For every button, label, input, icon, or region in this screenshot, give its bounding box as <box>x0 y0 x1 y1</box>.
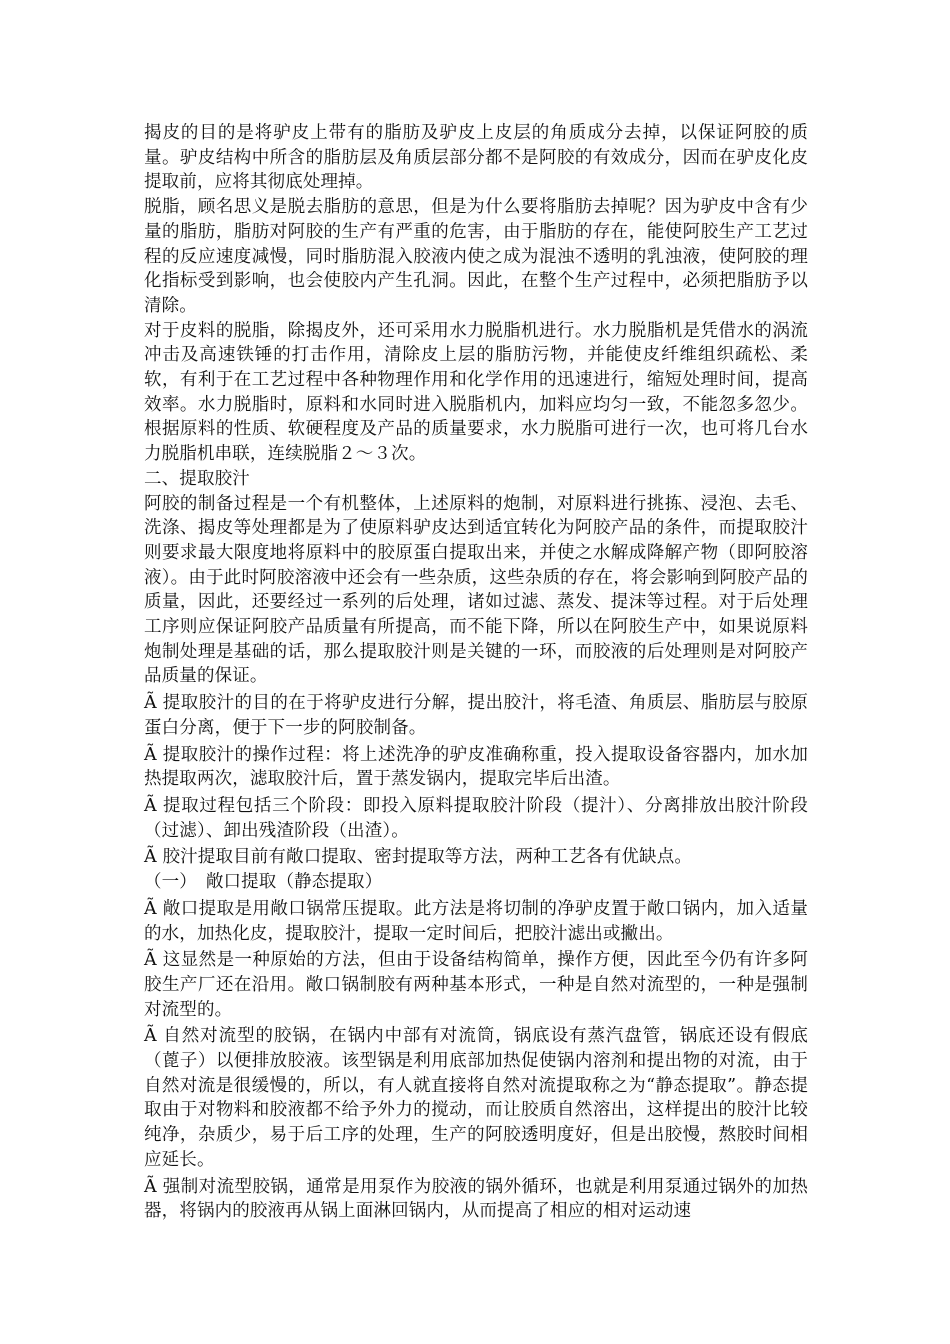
bullet-open-pot-extraction: Ã 敞口提取是用敞口锅常压提取。此方法是将切制的净驴皮置于敞口锅内，加入适量的水，加热化皮，提取胶汁，提取一定时间后，把胶汁滤出或撇出。 <box>144 898 808 944</box>
bullet-extraction-procedure: Ã 提取胶汁的操作过程：将上述洗净的驴皮准确称重，投入提取设备容器内，加水加热提取两次，滤取胶汁后，置于蒸发锅内，提取完毕后出渣。 <box>144 744 808 790</box>
bullet-forced-convection: Ã 强制对流型胶锅，通常是用泵作为胶液的锅外循环，也就是利用泵通过锅外的加热器，将锅内的胶液再从锅上面淋回锅内，从而提高了相应的相对运动速 <box>144 1176 808 1222</box>
document-body <box>144 121 808 1224</box>
bullet-extraction-stages: Ã 提取过程包括三个阶段：即投入原料提取胶汁阶段（提汁）、分离排放出胶汁阶段（过滤）、卸出残渣阶段（出渣）。 <box>144 795 808 841</box>
bullet-extraction-methods: Ã 胶汁提取目前有敞口提取、密封提取等方法，两种工艺各有优缺点。 <box>144 847 692 868</box>
paragraph-dehairing-purpose: 揭皮的目的是将驴皮上带有的脂肪及驴皮上皮层的角质成分去掉，以保证阿胶的质量。驴皮结构中所含的脂肪层及角质层部分都不是阿胶的有效成分，因而在驴皮化皮提取前，应将其彻底处理掉。 <box>144 123 808 193</box>
bullet-natural-convection: Ã 自然对流型的胶锅，在锅内中部有对流筒，锅底设有蒸汽盘管，锅底还设有假底（蓖子）以便排放胶液。该型锅是利用底部加热促使锅内溶剂和提出物的对流，由于自然对流是很缓慢的，所以，有人就直接将自然对流提取称之为“静态提取”。静态提取由于对物料和胶液都不给予外力的搅动，而让胶质自然溶出，这样提出的胶汁比较纯净，杂质少，易于后工序的处理，生产的阿胶透明度好，但是出胶慢，熬胶时间相应延长。 <box>144 1026 808 1170</box>
paragraph-hydraulic-degreaser: 对于皮料的脱脂，除揭皮外，还可采用水力脱脂机进行。水力脱脂机是凭借水的涡流冲击及高速铁锤的打击作用，清除皮上层的脂肪污物，并能使皮纤维组织疏松、柔软，有利于在工艺过程中各种物理作用和化学作用的迅速进行，缩短处理时间，提高效率。水力脱脂时，原料和水同时进入脱脂机内，加料应均匀一致，不能忽多忽少。根据原料的性质、软硬程度及产品的质量要求，水力脱脂可进行一次，也可将几台水力脱脂机串联，连续脱脂２～３次。 <box>144 320 808 465</box>
paragraph-preparation-process: 阿胶的制备过程是一个有机整体，上述原料的炮制，对原料进行挑拣、浸泡、去毛、洗涤、揭皮等处理都是为了使原料驴皮达到适宜转化为阿胶产品的条件，而提取胶汁则要求最大限度地将原料中的胶原蛋白提取出来，并使之水解成降解产物（即阿胶溶液）。由于此时阿胶溶液中还会有一些杂质，这些杂质的存在，将会影响到阿胶产品的质量，因此，还要经过一系列的后处理，诸如过滤、蒸发、提沫等过程。对于后处理工序则应保证阿胶产品质量有所提高，而不能下降，所以在阿胶生产中，如果说原料炮制处理是基础的话，那么提取胶汁则是关键的一环，而胶液的后处理则是对阿胶产品质量的保证。 <box>144 493 808 687</box>
subsection-heading-open-extraction: （一） 敞口提取（静态提取） <box>144 872 383 893</box>
section-heading-extract-glue: 二、提取胶汁 <box>144 468 250 489</box>
bullet-extraction-purpose: Ã 提取胶汁的目的在于将驴皮进行分解，提出胶汁，将毛渣、角质层、脂肪层与胶原蛋白分离，便于下一步的阿胶制备。 <box>144 693 808 738</box>
bullet-primitive-method: Ã 这显然是一种原始的方法，但由于设备结构简单，操作方便，因此至今仍有许多阿胶生产厂还在沿用。敞口锅制胶有两种基本形式，一种是自然对流型的，一种是强制对流型的。 <box>144 950 808 1020</box>
paragraph-degreasing: 脱脂，顾名思义是脱去脂肪的意思，但是为什么要将脂肪去掉呢？因为驴皮中含有少量的脂肪，脂肪对阿胶的生产有严重的危害，由于脂肪的存在，能使阿胶生产工艺过程的反应速度减慢，同时脂肪混入胶液内使之成为混浊不透明的乳浊液，使阿胶的理化指标受到影响，也会使胶内产生孔洞。因此，在整个生产过程中，必须把脂肪予以清除。 <box>144 197 808 316</box>
